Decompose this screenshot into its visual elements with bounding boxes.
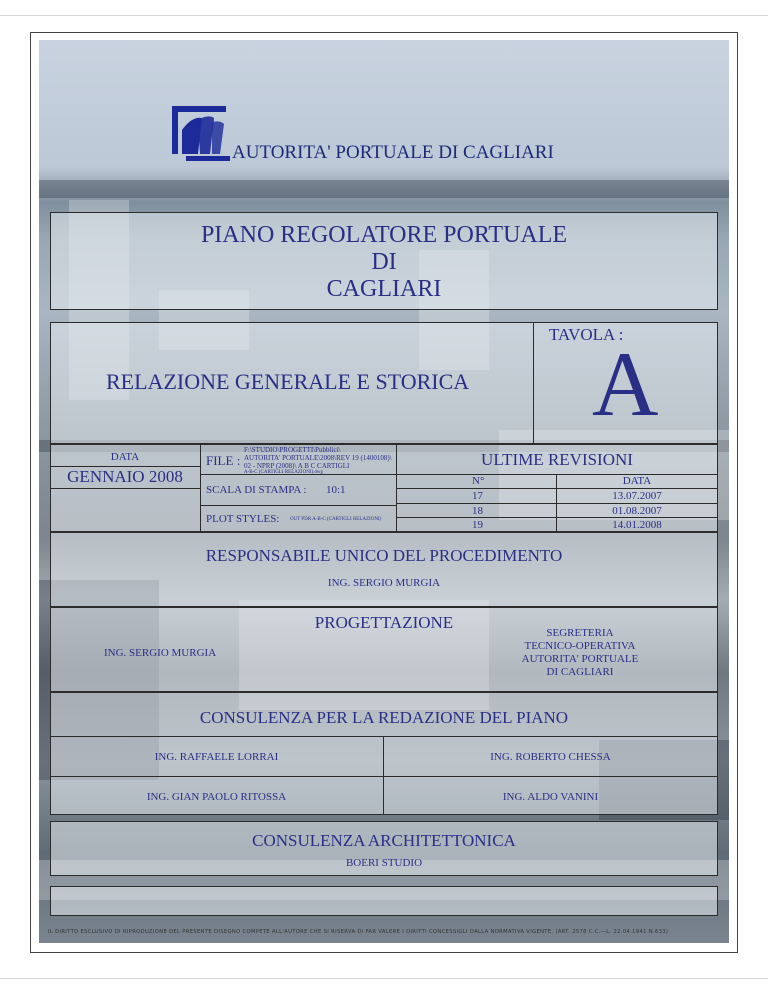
- consultant-name: ING. ROBERTO CHESSA: [490, 751, 611, 763]
- segreteria-line-2: TECNICO-OPERATIVA: [524, 640, 636, 652]
- revision-row-number: 17: [472, 490, 483, 502]
- rup-title: RESPONSABILE UNICO DEL PROCEDIMENTO: [205, 546, 563, 565]
- segreteria-line-1: SEGRETERIA: [546, 627, 614, 639]
- revisions-col-date: DATA: [622, 475, 652, 487]
- revisions-title: ULTIME REVISIONI: [481, 450, 633, 469]
- revisions-row-rule-1: [396, 488, 718, 489]
- info-divider-1: [200, 444, 201, 532]
- plan-title-line-1: PIANO REGOLATORE PORTUALE: [200, 222, 568, 248]
- consultant-name: ING. GIAN PAOLO RITOSSA: [146, 791, 287, 803]
- copyright-notice: IL DIRITTO ESCLUSIVO DI RIPRODUZIONE DEL PRESENTE DISEGNO COMPETE ALL'AUTORE CHE SI RISERVA DI FAR VALERE I DIRITTI CONCESSIGLI DALLA NORMATIVA VIGENTE. (ART. 2578 C.C.—L. 22.04.1941 N.633): [48, 929, 669, 935]
- document-title: RELAZIONE GENERALE E STORICA: [106, 369, 470, 394]
- blank-notes-box: [50, 886, 718, 916]
- segreteria-line-4: DI CAGLIARI: [546, 666, 614, 678]
- plan-title-line-3: CAGLIARI: [326, 276, 442, 302]
- segreteria-line-3: AUTORITA' PORTUALE: [521, 653, 639, 665]
- file-path-3: 02 - NPRP (2008)\ A B C CARTIGLI: [244, 462, 350, 470]
- info-rule-2: [50, 488, 200, 489]
- tavola-letter: A: [592, 333, 659, 435]
- info-rule-4: [200, 505, 396, 506]
- consultant-name: ING. RAFFAELE LORRAI: [154, 751, 279, 763]
- revision-row-date: 13.07.2007: [612, 490, 662, 502]
- revision-row-date: 14.01.2008: [612, 519, 662, 531]
- rup-box: [50, 532, 718, 607]
- plan-title-line-2: DI: [371, 249, 397, 275]
- consultant-name: ING. ALDO VANINI: [502, 791, 599, 803]
- progettazione-title: PROGETTAZIONE: [314, 613, 454, 632]
- date-label: DATA: [110, 451, 140, 463]
- revision-row-number: 18: [472, 505, 483, 517]
- file-path-4: A-B-C (CARTIGLI RELAZIONI).dwg: [244, 470, 323, 475]
- tavola-divider: [533, 322, 534, 444]
- architettonica-title: CONSULENZA ARCHITETTONICA: [252, 831, 516, 850]
- consulenza-divider: [383, 736, 384, 815]
- plot-styles-label: PLOT STYLES:: [206, 513, 280, 525]
- date-value: GENNAIO 2008: [67, 467, 183, 486]
- progettazione-name: ING. SERGIO MURGIA: [104, 647, 217, 659]
- consulenza-rule-1: [50, 736, 718, 737]
- revisions-row-rule-2: [396, 503, 718, 504]
- page-top-rule: [0, 15, 768, 16]
- tavola-label: TAVOLA :: [549, 325, 624, 344]
- consulenza-rule-2: [50, 776, 718, 777]
- print-scale-value: 10:1: [326, 484, 346, 496]
- file-label: FILE :: [206, 453, 241, 468]
- revision-row-date: 01.08.2007: [612, 505, 662, 517]
- file-path-1: F:\STUDIO\PROGETTI\Pubblici\: [244, 446, 341, 454]
- consulenza-title: CONSULENZA PER LA REDAZIONE DEL PIANO: [199, 708, 569, 727]
- revisions-row-rule-3: [396, 517, 718, 518]
- revisions-col-number: N°: [472, 475, 485, 487]
- port-authority-logo: [168, 100, 230, 162]
- print-scale-label: SCALA DI STAMPA :: [206, 484, 307, 496]
- revision-row-number: 19: [472, 519, 483, 531]
- authority-name: AUTORITA' PORTUALE DI CAGLIARI: [232, 142, 554, 163]
- rup-name: ING. SERGIO MURGIA: [327, 577, 441, 589]
- file-path-2: AUTORITA' PORTUALE\2008\REV 19 (1400108)\: [244, 454, 392, 462]
- plot-styles-value: OUT PDR A-B-C (CARTIGLI RELAZIONI): [290, 517, 382, 522]
- page-bottom-rule: [0, 978, 768, 979]
- architettonica-name: BOERI STUDIO: [345, 857, 423, 869]
